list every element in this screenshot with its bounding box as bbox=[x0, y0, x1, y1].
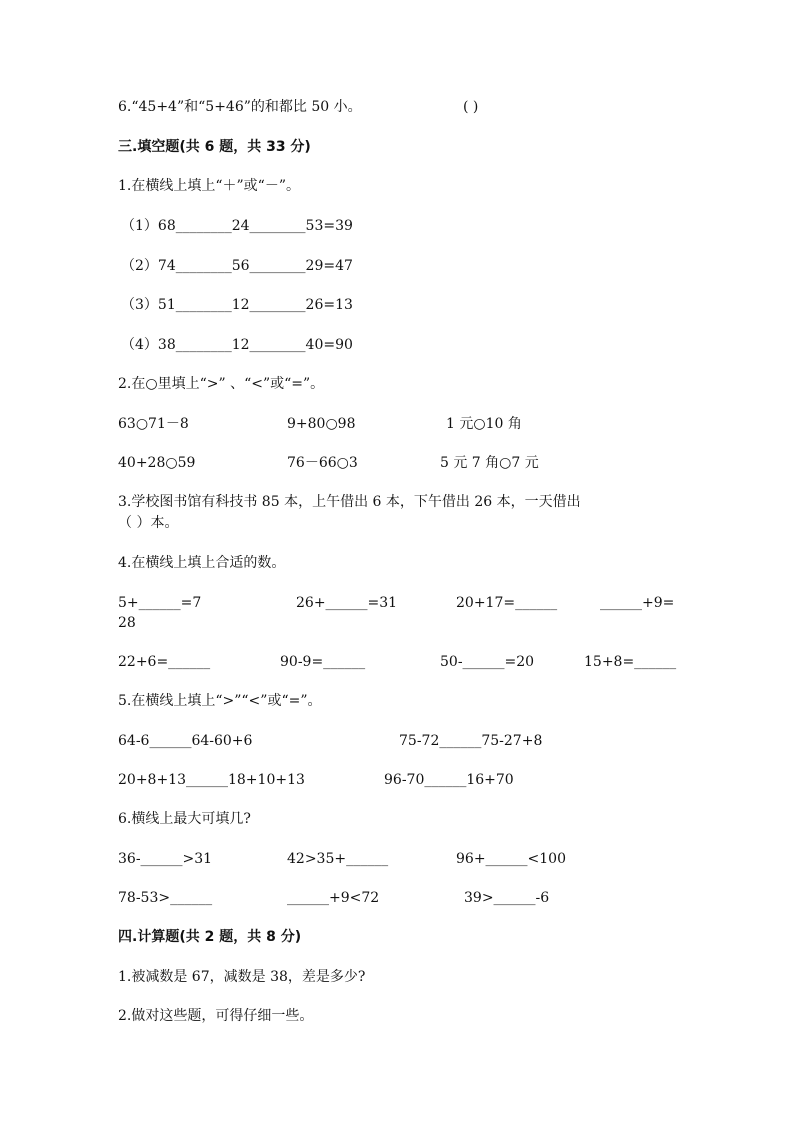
q2-item-2: 9+80○98 bbox=[287, 416, 356, 432]
q4-item-7: 50-______=20 bbox=[440, 654, 535, 670]
q5-item-2: 75-72______75-27+8 bbox=[399, 733, 543, 749]
q6-item-5: ______+9<72 bbox=[287, 890, 380, 906]
q2-item-6: 5 元 7 角○7 元 bbox=[440, 455, 539, 471]
q5-item-3: 20+8+13______18+10+13 bbox=[118, 772, 305, 788]
q4-item-8: 15+8=______ bbox=[584, 654, 677, 670]
q6-item-4: 78-53>______ bbox=[118, 890, 213, 906]
question-3-line-1: 3.学校图书馆有科技书 85 本，上午借出 6 本，下午借出 26 本，一天借出 bbox=[118, 494, 581, 510]
q4-item-1: 5+______=7 bbox=[118, 595, 202, 611]
section-3-title: 三.填空题(共 6 题，共 33 分) bbox=[118, 139, 311, 155]
q2-item-5: 76－66○3 bbox=[287, 455, 358, 471]
q4-item-3: 20+17=______ bbox=[456, 595, 558, 611]
calc-question-1: 1.被减数是 67，减数是 38，差是多少? bbox=[118, 969, 366, 985]
question-2-title: 2.在○里填上“>” 、“<”或“=”。 bbox=[118, 376, 325, 392]
q1-row-4: （4）38________12________40=90 bbox=[121, 337, 353, 353]
q1-row-1: （1）68________24________53=39 bbox=[121, 218, 353, 234]
question-6-title: 6.横线上最大可填几? bbox=[118, 811, 251, 827]
q2-item-1: 63○71－8 bbox=[118, 416, 189, 432]
question-6-judge-text: 6.“45+4”和“5+46”的和都比 50 小。 bbox=[118, 99, 362, 115]
q4-item-5: 22+6=______ bbox=[118, 654, 211, 670]
question-1-title: 1.在横线上填上“＋”或“－”。 bbox=[118, 178, 300, 194]
q2-item-4: 40+28○59 bbox=[118, 455, 196, 471]
q5-item-1: 64-6______64-60+6 bbox=[118, 733, 253, 749]
q4-item-6: 90-9=______ bbox=[280, 654, 366, 670]
q4-item-4-wrap: 28 bbox=[118, 615, 136, 631]
answer-parentheses: ( ) bbox=[463, 99, 479, 115]
q4-item-2: 26+______=31 bbox=[296, 595, 398, 611]
question-5-title: 5.在横线上填上“>”“<”或“=”。 bbox=[118, 693, 322, 709]
q1-row-3: （3）51________12________26=13 bbox=[121, 297, 353, 313]
question-4-title: 4.在横线上填上合适的数。 bbox=[118, 555, 286, 571]
q4-item-4: ______+9= bbox=[600, 595, 675, 611]
q2-item-3: 1 元○10 角 bbox=[446, 416, 522, 432]
calc-question-2: 2.做对这些题，可得仔细一些。 bbox=[118, 1008, 314, 1024]
q6-item-1: 36-______>31 bbox=[118, 851, 213, 867]
q5-item-4: 96-70______16+70 bbox=[384, 772, 514, 788]
question-3-line-2: （ ）本。 bbox=[118, 515, 179, 531]
q6-item-2: 42>35+______ bbox=[287, 851, 389, 867]
section-4-title: 四.计算题(共 2 题，共 8 分) bbox=[118, 929, 302, 945]
q1-row-2: （2）74________56________29=47 bbox=[121, 258, 353, 274]
q6-item-3: 96+______<100 bbox=[456, 851, 566, 867]
q6-item-6: 39>______-6 bbox=[464, 890, 550, 906]
